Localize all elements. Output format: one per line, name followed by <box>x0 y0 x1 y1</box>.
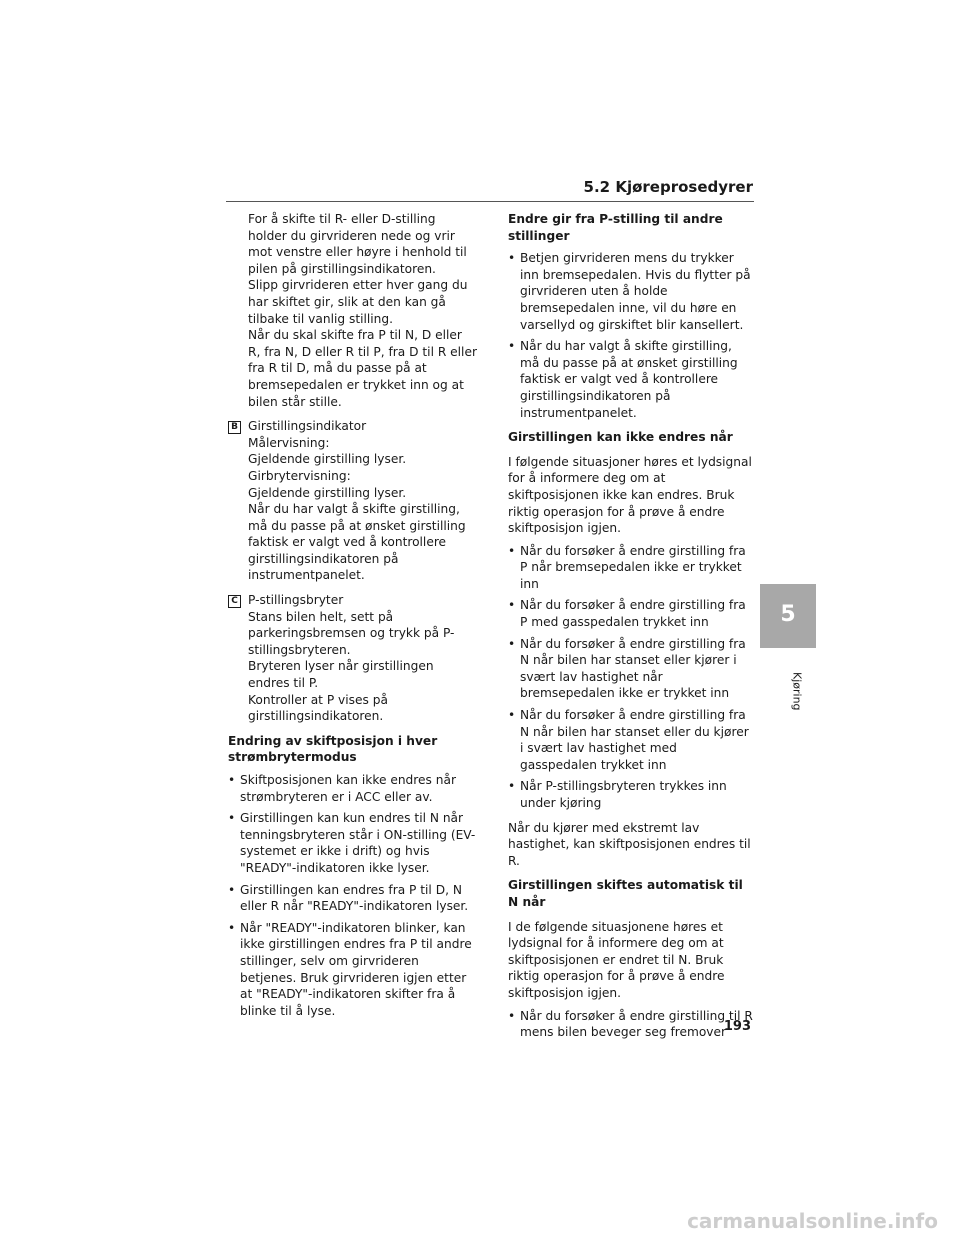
item-line: P-stillingsbryter <box>248 593 344 608</box>
section-heading: Girstillingen kan ikke endres når <box>508 430 733 445</box>
list-item: • Når du forsøker å endre girstilling fra P med gasspedalen trykket inn <box>508 597 753 630</box>
item-line: Stans bilen helt, sett på parkeringsbremsen og trykk på P-stillingsbryteren. <box>248 609 455 657</box>
item-line: Målervisning: <box>248 435 330 450</box>
paragraph: I følgende situasjoner høres et lydsignal for å informere deg om at skiftposisjonen ikke kan endres. Bruk riktig operasjon for å prøve å endre skiftposisjon igjen. <box>508 454 752 536</box>
page-number: 193 <box>723 1019 751 1034</box>
paragraph: I de følgende situasjonene høres et lydsignal for å informere deg om at skiftposisjonen er endret til N. Bruk riktig operasjon for å prøve å endre skiftposisjon igjen. <box>508 919 725 1000</box>
list-item: • Girstillingen kan endres fra P til D, N eller R når "READY"-indikatoren lyser. <box>228 882 478 915</box>
section-title: 5.2 Kjøreprosedyrer <box>583 178 753 196</box>
item-line: Girbrytervisning: <box>248 468 351 483</box>
list-item: • Skiftposisjonen kan ikke endres når strømbryteren er i ACC eller av. <box>228 772 478 805</box>
intro-block <box>228 211 478 410</box>
item-line: Girstillingsindikator <box>248 419 367 434</box>
item-line: Gjeldende girstilling lyser. <box>248 452 407 467</box>
item-b <box>228 418 478 584</box>
chapter-tab <box>760 584 816 648</box>
watermark: carmanualsonline.info <box>687 1209 938 1234</box>
right-column <box>508 211 753 1046</box>
item-c <box>228 592 478 725</box>
item-line: Kontroller at P vises på girstillingsindikatoren. <box>248 692 388 724</box>
section-heading: Endring av skiftposisjon i hver strømbrytermodus <box>228 733 438 765</box>
item-line: Bryteren lyser når girstillingen endres til P. <box>248 659 434 691</box>
intro-line: Når du skal skifte fra P til N, D eller R, fra N, D eller R til P, fra D til R eller fra R til D, må du passe på at bremsepedalen er trykket inn og at bilen står stille. <box>248 328 477 409</box>
list-item: • Når du forsøker å endre girstilling fra P når bremsepedalen ikke er trykket inn <box>508 543 753 593</box>
bullet-list <box>508 250 753 421</box>
bullet-list <box>228 772 478 1019</box>
item-line: Gjeldende girstilling lyser. <box>248 485 407 500</box>
item-line: Når du har valgt å skifte girstilling, må du passe på at ønsket girstilling faktisk er valgt ved å kontrollere girstillingsindikatoren på instrumentpanelet. <box>248 502 466 583</box>
chapter-number: 5 <box>780 602 796 627</box>
list-item: • Når du har valgt å skifte girstilling, må du passe på at ønsket girstilling faktisk er valgt ved å kontrollere girstillingsindikatoren på instrumentpanelet. <box>508 338 753 421</box>
list-item: • Betjen girvrideren mens du trykker inn bremsepedalen. Hvis du flytter på girvrideren uten å holde bremsepedalen inne, vil du høre en varsellyd og girskiftet blir kansellert. <box>508 250 753 333</box>
item-letter-b: B <box>228 421 241 434</box>
list-item: • Når "READY"-indikatoren blinker, kan ikke girstillingen endres fra P til andre stillinger, selv om girvrideren betjenes. Bruk girvrideren igjen etter at "READY"-indikatoren skifter fra å blinke til å lyse. <box>228 920 478 1020</box>
section-heading: Girstillingen skiftes automatisk til N når <box>508 878 743 909</box>
header-divider <box>226 201 754 202</box>
bullet-list <box>508 543 753 812</box>
list-item: • Når du forsøker å endre girstilling til R mens bilen beveger seg fremover <box>508 1008 753 1041</box>
intro-line: For å skifte til R- eller D-stilling holder du girvrideren nede og vrir mot venstre eller høyre i henhold til pilen på girstillingsindikatoren. <box>248 212 467 276</box>
paragraph: Når du kjører med ekstremt lav hastighet, kan skiftposisjonen endres til R. <box>508 820 751 868</box>
bullet-list <box>508 1008 753 1041</box>
list-item: • Når P-stillingsbryteren trykkes inn under kjøring <box>508 778 753 811</box>
list-item: • Girstillingen kan kun endres til N når tenningsbryteren står i ON-stilling (EV-systemet er ikke i drift) og hvis "READY"-indikatoren ikke lyser. <box>228 810 478 876</box>
left-column <box>228 211 478 1024</box>
intro-line: Slipp girvrideren etter hver gang du har skiftet gir, slik at den kan gå tilbake til vanlig stilling. <box>248 278 468 326</box>
item-letter-c: C <box>228 595 241 608</box>
section-heading: Endre gir fra P-stilling til andre stillinger <box>508 212 723 243</box>
chapter-label: Kjøring <box>790 672 804 711</box>
list-item: • Når du forsøker å endre girstilling fra N når bilen har stanset eller kjører i svært lav hastighet når bremsepedalen ikke er trykket inn <box>508 636 753 702</box>
list-item: • Når du forsøker å endre girstilling fra N når bilen har stanset eller du kjører i svært lav hastighet med gasspedalen trykket inn <box>508 707 753 773</box>
